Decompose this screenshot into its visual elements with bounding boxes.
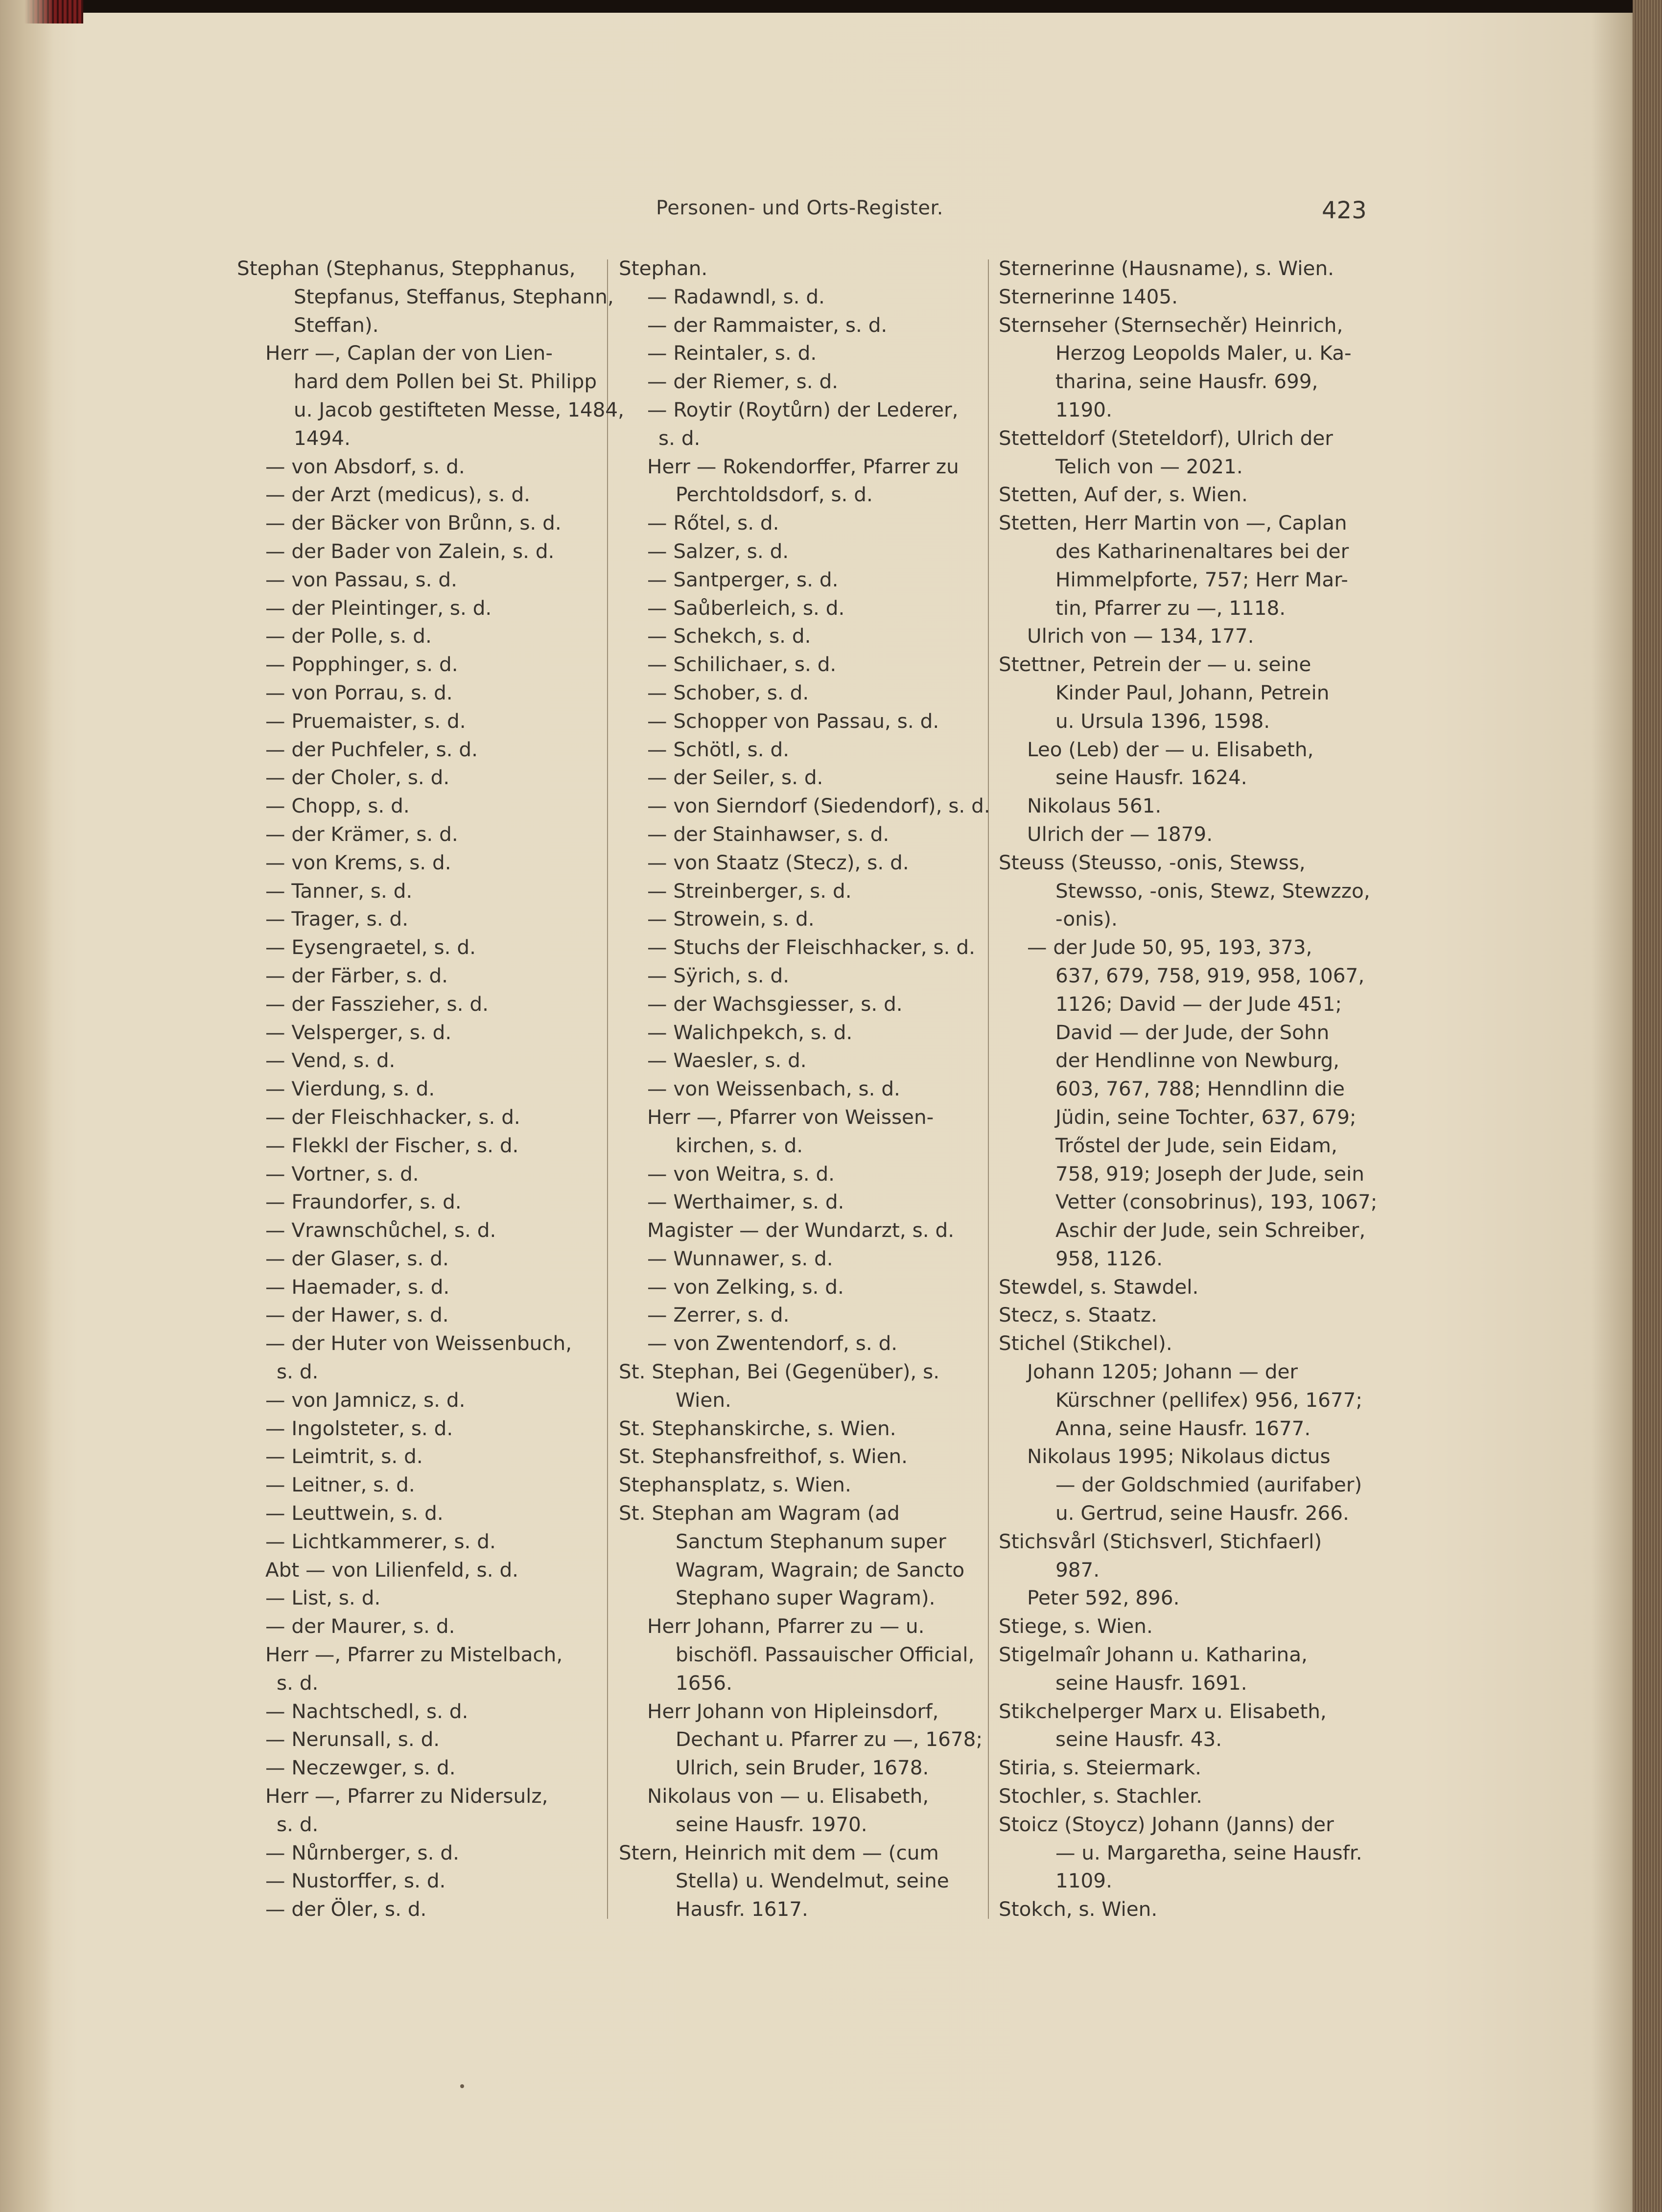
index-line: -onis).	[1055, 907, 1118, 931]
index-line: Steffan).	[294, 313, 379, 337]
index-line: Herzog Leopolds Maler, u. Ka-	[1055, 341, 1352, 365]
index-line: — Pruemaister, s. d.	[265, 709, 466, 733]
index-line: s. d.	[277, 1812, 319, 1836]
index-line: — Streinberger, s. d.	[647, 879, 852, 903]
column-rule-2	[988, 259, 989, 1919]
index-line: — Werthaimer, s. d.	[647, 1190, 844, 1214]
index-line: Stochler, s. Stachler.	[999, 1784, 1203, 1808]
index-line: — Chopp, s. d.	[265, 794, 410, 818]
index-line: Stewsso, -onis, Stewz, Stewzzo,	[1055, 879, 1370, 903]
index-line: Sternseher (Sternsechěr) Heinrich,	[999, 313, 1343, 337]
index-line: — Nerunsall, s. d.	[265, 1727, 440, 1751]
index-line: seine Hausfr. 1624.	[1055, 766, 1247, 790]
paper-speck	[460, 2084, 464, 2088]
index-line: — von Staatz (Stecz), s. d.	[647, 850, 909, 874]
index-line: — von Porrau, s. d.	[265, 680, 453, 704]
index-line: — der Huter von Weissenbuch,	[265, 1331, 572, 1355]
index-line: Anna, seine Hausfr. 1677.	[1055, 1416, 1311, 1440]
index-line: David — der Jude, der Sohn	[1055, 1020, 1330, 1044]
index-line: — Radawndl, s. d.	[647, 284, 825, 308]
index-line: — Leimtrit, s. d.	[265, 1444, 423, 1468]
index-line: Johann 1205; Johann — der	[1027, 1360, 1298, 1384]
index-line: Stokch, s. Wien.	[999, 1897, 1158, 1921]
index-line: — Vierdung, s. d.	[265, 1077, 435, 1101]
index-line: — der Glaser, s. d.	[265, 1246, 449, 1270]
index-line: des Katharinenaltares bei der	[1055, 539, 1349, 563]
index-line: Stewdel, s. Stawdel.	[999, 1275, 1199, 1299]
index-line: Nikolaus 1995; Nikolaus dictus	[1027, 1444, 1331, 1468]
index-line: — Flekkl der Fischer, s. d.	[265, 1133, 519, 1157]
index-line: Stephano super Wagram).	[676, 1586, 936, 1610]
index-line: — der Seiler, s. d.	[647, 766, 823, 790]
index-line: — Stuchs der Fleischhacker, s. d.	[647, 935, 975, 959]
index-line: Aschir der Jude, sein Schreiber,	[1055, 1218, 1366, 1242]
index-line: seine Hausfr. 1970.	[676, 1812, 867, 1836]
index-line: 758, 919; Joseph der Jude, sein	[1055, 1162, 1364, 1186]
page-gutter-shadow	[0, 0, 54, 2212]
page-number: 423	[1322, 197, 1367, 224]
index-line: — der Choler, s. d.	[265, 766, 450, 790]
index-line: — Schötl, s. d.	[647, 737, 790, 761]
index-line: — Waesler, s. d.	[647, 1048, 807, 1072]
index-column-3	[999, 255, 1378, 1924]
index-line: — Wunnawer, s. d.	[647, 1246, 833, 1270]
index-line: — der Stainhawser, s. d.	[647, 822, 890, 846]
index-line: Ulrich von — 134, 177.	[1027, 624, 1254, 648]
index-line: Perchtoldsdorf, s. d.	[676, 483, 873, 507]
index-line: s. d.	[658, 426, 701, 450]
index-line: Herr Johann, Pfarrer zu — u.	[647, 1614, 925, 1638]
index-line: — Schopper von Passau, s. d.	[647, 709, 939, 733]
index-line: u. Gertrud, seine Hausfr. 266.	[1055, 1501, 1349, 1525]
index-line: 603, 767, 788; Henndlinn die	[1055, 1077, 1345, 1101]
index-column-2	[619, 255, 990, 1924]
index-line: — Santperger, s. d.	[647, 567, 839, 591]
page-edge-stack	[1633, 0, 1662, 2212]
index-line: Ulrich der — 1879.	[1027, 822, 1213, 846]
index-line: — Popphinger, s. d.	[265, 652, 458, 676]
index-line: — Vrawnschůchel, s. d.	[265, 1218, 496, 1242]
index-line: Stepfanus, Steffanus, Stephann,	[294, 284, 614, 308]
index-line: — Lichtkammerer, s. d.	[265, 1529, 496, 1553]
index-line: Stetteldorf (Steteldorf), Ulrich der	[999, 426, 1333, 450]
index-line: — Velsperger, s. d.	[265, 1020, 452, 1044]
index-line: Trőstel der Jude, sein Eidam,	[1055, 1133, 1337, 1157]
index-line: kirchen, s. d.	[676, 1133, 803, 1157]
index-line: s. d.	[277, 1360, 319, 1384]
index-line: — von Jamnicz, s. d.	[265, 1388, 466, 1412]
index-line: Stigelmaîr Johann u. Katharina,	[999, 1643, 1308, 1667]
index-line: — Eysengraetel, s. d.	[265, 935, 476, 959]
index-line: Hausfr. 1617.	[676, 1897, 808, 1921]
index-line: — Nachtschedl, s. d.	[265, 1699, 468, 1723]
index-line: 1656.	[676, 1671, 732, 1695]
index-line: — Trager, s. d.	[265, 907, 409, 931]
index-line: Herr —, Pfarrer zu Nidersulz,	[265, 1784, 548, 1808]
index-line: Kinder Paul, Johann, Petrein	[1055, 680, 1330, 704]
index-line: — Sÿrich, s. d.	[647, 963, 790, 987]
index-line: seine Hausfr. 1691.	[1055, 1671, 1247, 1695]
index-line: — von Absdorf, s. d.	[265, 454, 465, 478]
index-line: St. Stephanskirche, s. Wien.	[619, 1416, 896, 1440]
index-line: Sternerinne (Hausname), s. Wien.	[999, 256, 1334, 280]
index-line: der Hendlinne von Newburg,	[1055, 1048, 1340, 1072]
index-line: Stetten, Auf der, s. Wien.	[999, 483, 1248, 507]
index-line: — der Arzt (medicus), s. d.	[265, 483, 531, 507]
index-line: — u. Margaretha, seine Hausfr.	[1055, 1840, 1362, 1864]
index-line: — der Hawer, s. d.	[265, 1303, 449, 1327]
index-line: Sternerinne 1405.	[999, 284, 1178, 308]
index-line: — Salzer, s. d.	[647, 539, 789, 563]
index-line: Wien.	[676, 1388, 731, 1412]
index-line: 1126; David — der Jude 451;	[1055, 992, 1342, 1016]
index-line: bischöfl. Passauischer Official,	[676, 1643, 975, 1667]
index-line: Stichel (Stikchel).	[999, 1331, 1172, 1355]
index-line: — der Wachsgiesser, s. d.	[647, 992, 903, 1016]
index-line: Stetten, Herr Martin von —, Caplan	[999, 511, 1347, 535]
index-line: Ulrich, sein Bruder, 1678.	[676, 1756, 929, 1780]
index-line: 987.	[1055, 1558, 1100, 1582]
index-line: Stiege, s. Wien.	[999, 1614, 1153, 1638]
index-line: Peter 592, 896.	[1027, 1586, 1180, 1610]
index-line: Herr —, Pfarrer zu Mistelbach,	[265, 1643, 563, 1667]
index-line: — von Weissenbach, s. d.	[647, 1077, 900, 1101]
index-line: — der Pleintinger, s. d.	[265, 596, 492, 620]
index-line: 1494.	[294, 426, 351, 450]
index-line: Stichsvårl (Stichsverl, Stichfaerl)	[999, 1529, 1322, 1553]
index-line: Stecz, s. Staatz.	[999, 1303, 1157, 1327]
index-line: Stern, Heinrich mit dem — (cum	[619, 1840, 939, 1864]
index-line: — der Färber, s. d.	[265, 963, 448, 987]
index-line: 958, 1126.	[1055, 1246, 1163, 1270]
index-line: 1190.	[1055, 397, 1112, 421]
index-line: — der Goldschmied (aurifaber)	[1055, 1473, 1362, 1497]
index-line: — Strowein, s. d.	[647, 907, 815, 931]
index-line: — Roytir (Roytůrn) der Lederer,	[647, 397, 959, 421]
index-line: Jüdin, seine Tochter, 637, 679;	[1055, 1105, 1357, 1129]
index-line: — Nůrnberger, s. d.	[265, 1840, 459, 1864]
index-line: Stephan (Stephanus, Stepphanus,	[237, 256, 576, 280]
index-line: — der Fasszieher, s. d.	[265, 992, 489, 1016]
index-line: — der Krämer, s. d.	[265, 822, 458, 846]
index-line: 637, 679, 758, 919, 958, 1067,	[1055, 963, 1365, 987]
index-line: Sanctum Stephanum super	[676, 1529, 946, 1553]
index-line: — Rőtel, s. d.	[647, 511, 779, 535]
index-line: — Schekch, s. d.	[647, 624, 811, 648]
index-line: — der Rammaister, s. d.	[647, 313, 888, 337]
index-line: — von Krems, s. d.	[265, 850, 451, 874]
index-line: — Leuttwein, s. d.	[265, 1501, 444, 1525]
index-line: Herr — Rokendorffer, Pfarrer zu	[647, 454, 959, 478]
index-line: Vetter (consobrinus), 193, 1067;	[1055, 1190, 1378, 1214]
index-line: Dechant u. Pfarrer zu —, 1678;	[676, 1727, 983, 1751]
index-line: Stettner, Petrein der — u. seine	[999, 652, 1311, 676]
index-line: Herr —, Caplan der von Lien-	[265, 341, 553, 365]
index-line: — Neczewger, s. d.	[265, 1756, 456, 1780]
index-line: s. d.	[277, 1671, 319, 1695]
index-line: Leo (Leb) der — u. Elisabeth,	[1027, 737, 1314, 761]
index-line: — Reintaler, s. d.	[647, 341, 817, 365]
index-line: Stoicz (Stoycz) Johann (Janns) der	[999, 1812, 1334, 1836]
index-line: — Haemader, s. d.	[265, 1275, 450, 1299]
index-line: Abt — von Lilienfeld, s. d.	[265, 1558, 519, 1582]
index-line: u. Ursula 1396, 1598.	[1055, 709, 1270, 733]
index-line: Nikolaus von — u. Elisabeth,	[647, 1784, 929, 1808]
index-line: — der Puchfeler, s. d.	[265, 737, 478, 761]
index-line: seine Hausfr. 43.	[1055, 1727, 1222, 1751]
index-line: Kürschner (pellifex) 956, 1677;	[1055, 1388, 1363, 1412]
index-line: Steuss (Steusso, -onis, Stewss,	[999, 850, 1306, 874]
index-line: — der Fleischhacker, s. d.	[265, 1105, 520, 1129]
running-header: Personen- und Orts-Register.	[656, 197, 943, 219]
index-line: Herr —, Pfarrer von Weissen-	[647, 1105, 934, 1129]
index-line: Stephansplatz, s. Wien.	[619, 1473, 851, 1497]
index-line: — Vend, s. d.	[265, 1048, 396, 1072]
index-line: — Vortner, s. d.	[265, 1162, 419, 1186]
index-line: u. Jacob gestifteten Messe, 1484,	[294, 397, 625, 421]
index-line: — von Weitra, s. d.	[647, 1162, 835, 1186]
index-line: Himmelpforte, 757; Herr Mar-	[1055, 567, 1348, 591]
index-line: St. Stephan am Wagram (ad	[619, 1501, 900, 1525]
index-line: Stella) u. Wendelmut, seine	[676, 1869, 949, 1893]
index-column-1	[237, 255, 625, 1924]
index-line: — von Zwentendorf, s. d.	[647, 1331, 898, 1355]
index-line: 1109.	[1055, 1869, 1112, 1893]
column-rule-1	[607, 259, 608, 1919]
scan-top-edge	[0, 0, 1662, 13]
index-line: — von Sierndorf (Siedendorf), s. d.	[647, 794, 990, 818]
index-line: — Tanner, s. d.	[265, 879, 413, 903]
index-line: — List, s. d.	[265, 1586, 381, 1610]
index-line: — der Maurer, s. d.	[265, 1614, 455, 1638]
index-line: Wagram, Wagrain; de Sancto	[676, 1558, 965, 1582]
index-line: St. Stephansfreithof, s. Wien.	[619, 1444, 908, 1468]
index-line: — der Bader von Zalein, s. d.	[265, 539, 555, 563]
index-line: — Leitner, s. d.	[265, 1473, 415, 1497]
index-line: Stephan.	[619, 256, 708, 280]
index-line: tin, Pfarrer zu —, 1118.	[1055, 596, 1286, 620]
index-line: St. Stephan, Bei (Gegenüber), s.	[619, 1360, 940, 1384]
index-line: — der Öler, s. d.	[265, 1897, 427, 1921]
index-line: — der Polle, s. d.	[265, 624, 432, 648]
index-line: — Fraundorfer, s. d.	[265, 1190, 462, 1214]
index-line: Stikchelperger Marx u. Elisabeth,	[999, 1699, 1327, 1723]
index-line: — Walichpekch, s. d.	[647, 1020, 853, 1044]
index-line: — Zerrer, s. d.	[647, 1303, 790, 1327]
index-line: Stiria, s. Steiermark.	[999, 1756, 1202, 1780]
index-line: — der Jude 50, 95, 193, 373,	[1027, 935, 1312, 959]
index-line: — Nustorffer, s. d.	[265, 1869, 446, 1893]
index-line: — Saůberleich, s. d.	[647, 596, 845, 620]
index-line: — Schilichaer, s. d.	[647, 652, 837, 676]
index-line: — der Bäcker von Brůnn, s. d.	[265, 511, 562, 535]
index-line: Telich von — 2021.	[1055, 454, 1243, 478]
index-line: — von Zelking, s. d.	[647, 1275, 844, 1299]
index-line: tharina, seine Hausfr. 699,	[1055, 370, 1318, 394]
index-line: hard dem Pollen bei St. Philipp	[294, 370, 597, 394]
index-line: Nikolaus 561.	[1027, 794, 1162, 818]
index-line: Magister — der Wundarzt, s. d.	[647, 1218, 955, 1242]
index-line: — Schober, s. d.	[647, 680, 809, 704]
index-line: — Ingolsteter, s. d.	[265, 1416, 453, 1440]
index-line: — von Passau, s. d.	[265, 567, 457, 591]
index-line: — der Riemer, s. d.	[647, 370, 839, 394]
index-line: Herr Johann von Hipleinsdorf,	[647, 1699, 939, 1723]
